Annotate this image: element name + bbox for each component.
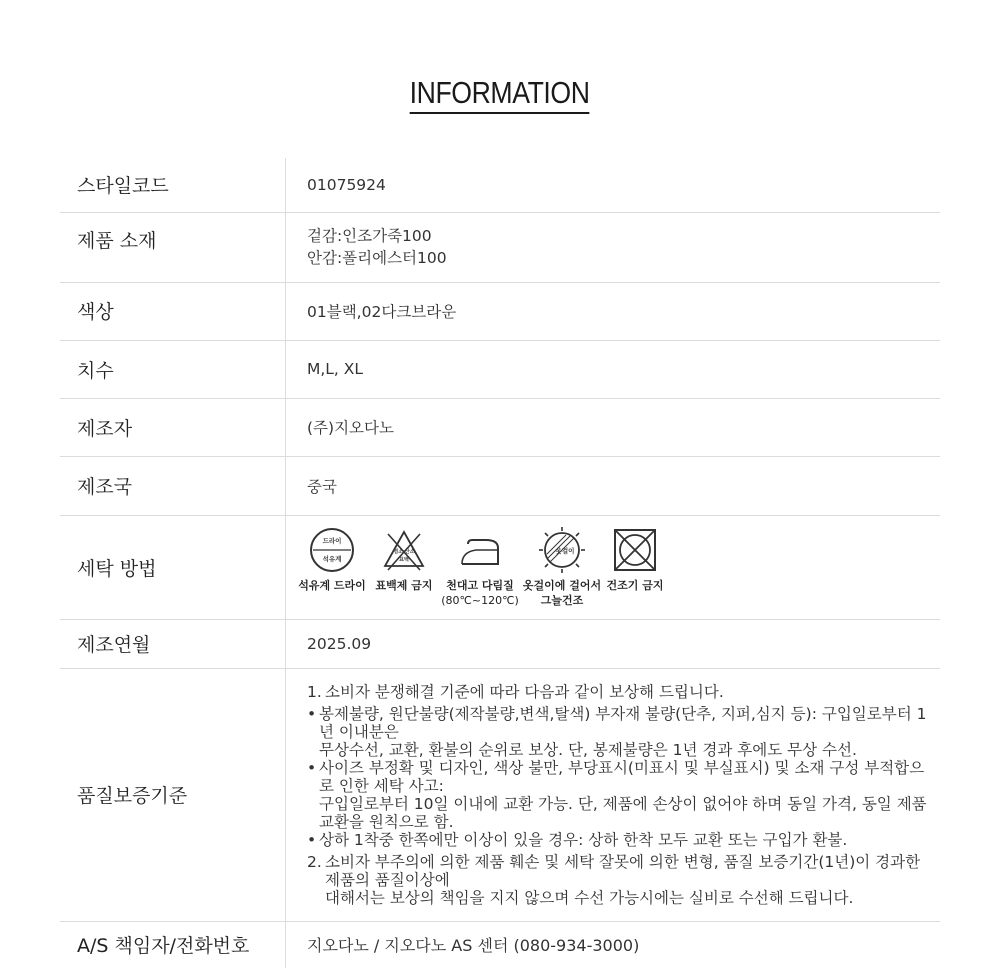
no-bleach-icon [380, 526, 428, 574]
quality-bullet-2-line1: 사이즈 부정확 및 디자인, 색상 불만, 부당표시(미표시 및 부실표시) 및 소재 구성 부적합으로 인한 세탁 사고: [319, 758, 925, 795]
quality-item-2-line1: 소비자 부주의에 의한 제품 훼손 및 세탁 잘못에 의한 변형, 품질 보증기간(1년)이 경과한 제품의 품질이상에 [325, 852, 921, 889]
care-icons [296, 526, 939, 608]
row-color [60, 282, 940, 340]
quality-bullet-1 [307, 705, 939, 759]
label-material: 제품 소재 [60, 212, 286, 282]
info-table [60, 158, 940, 968]
hang-dry-inner-text: 옷걸이 [555, 547, 575, 555]
care-item-no-bleach [368, 526, 440, 593]
caption-dry-clean: 석유계 드라이 [298, 579, 366, 592]
value-maker: (주)지오다노 [286, 398, 941, 456]
quality-item-1 [307, 683, 939, 701]
quality-item-1-num: 1. [307, 682, 322, 701]
dry-clean-top-text: 드라이 [322, 537, 342, 545]
quality-bullet-1-line1: 봉제불량, 원단불량(제작불량,변색,탈색) 부자재 불량(단추, 지퍼,심지 등): 구입일로부터 1년 이내분은 [319, 704, 927, 741]
bullet-mark: • [307, 830, 317, 849]
row-quality [60, 668, 940, 921]
caption-no-tumble-dry: 건조기 금지 [606, 579, 664, 592]
quality-bullet-3 [307, 831, 939, 849]
quality-bullet-3-text: 상하 1착중 한쪽에만 이상이 있을 경우: 상하 한착 모두 교환 또는 구입가 환불. [319, 830, 848, 849]
row-size [60, 340, 940, 398]
value-material [286, 212, 941, 282]
caption-iron-1: 천대고 다림질 [446, 579, 514, 592]
label-size: 치수 [60, 340, 286, 398]
quality-bullet-1-line2: 무상수선, 교환, 환불의 순위로 보상. 단, 봉제불량은 1년 경과 후에도 무상 수선. [319, 740, 857, 759]
quality-item-2-num: 2. [307, 852, 322, 871]
material-outer: 겉감:인조가죽100 [307, 227, 432, 245]
quality-item-2-line2: 대해서는 보상의 책임을 지지 않으며 수선 가능시에는 실비로 수선해 드립니다. [325, 888, 854, 907]
quality-bullet-2 [307, 759, 939, 831]
bullet-mark: • [307, 758, 317, 777]
row-date [60, 619, 940, 668]
title-wrap [0, 76, 1000, 114]
row-as [60, 921, 940, 968]
value-as: 지오다노 / 지오다노 AS 센터 (080-934-3000) [307, 936, 640, 956]
label-date: 제조연월 [60, 619, 286, 668]
label-country: 제조국 [60, 456, 286, 515]
dry-clean-bottom-text: 석유계 [322, 555, 342, 563]
iron-icon [456, 526, 504, 574]
row-style-code [60, 158, 940, 212]
label-color: 색상 [60, 282, 286, 340]
row-country [60, 456, 940, 515]
no-bleach-bottom-text: 표백 [399, 557, 409, 563]
page-title: INFORMATION [410, 76, 590, 114]
value-country: 중국 [286, 456, 941, 515]
hang-dry-shade-icon [538, 526, 586, 574]
row-washing [60, 515, 940, 619]
quality-bullet-2-line2: 구입일로부터 10일 이내에 교환 가능. 단, 제품에 손상이 없어야 하며 동일 가격, 동일 제품 교환을 원칙으로 함. [319, 794, 927, 831]
row-material [60, 212, 940, 282]
label-maker: 제조자 [60, 398, 286, 456]
bullet-mark: • [307, 704, 317, 723]
quality-item-2 [307, 853, 939, 907]
no-tumble-dry-icon [611, 526, 659, 574]
value-color: 01블랙,02다크브라운 [286, 282, 941, 340]
value-style-code: 01075924 [286, 158, 941, 212]
caption-no-bleach: 표백제 금지 [375, 579, 433, 592]
label-as: A/S 책임자/전화번호 [60, 921, 286, 968]
label-quality: 품질보증기준 [60, 668, 286, 921]
no-bleach-top-text: 염소·산소 [393, 549, 415, 555]
label-washing: 세탁 방법 [60, 515, 286, 619]
caption-hang-dry-1: 옷걸이에 걸어서 [522, 579, 602, 592]
care-item-hang-dry [520, 526, 604, 608]
quality-item-1-text: 소비자 분쟁해결 기준에 따라 다음과 같이 보상해 드립니다. [325, 682, 724, 701]
label-style-code: 스타일코드 [60, 158, 286, 212]
material-lining: 안감:폴리에스터100 [307, 249, 447, 267]
care-item-dry-clean [296, 526, 368, 593]
value-date: 2025.09 [286, 619, 941, 668]
caption-hang-dry-2: 그늘건조 [540, 594, 584, 607]
care-item-no-tumble-dry [604, 526, 666, 593]
value-washing [286, 515, 941, 619]
dry-clean-icon [308, 526, 356, 574]
row-maker [60, 398, 940, 456]
care-item-iron [440, 526, 520, 608]
value-size: M,L, XL [286, 340, 941, 398]
value-quality [286, 668, 941, 921]
caption-iron-2: (80℃~120℃) [441, 594, 519, 607]
